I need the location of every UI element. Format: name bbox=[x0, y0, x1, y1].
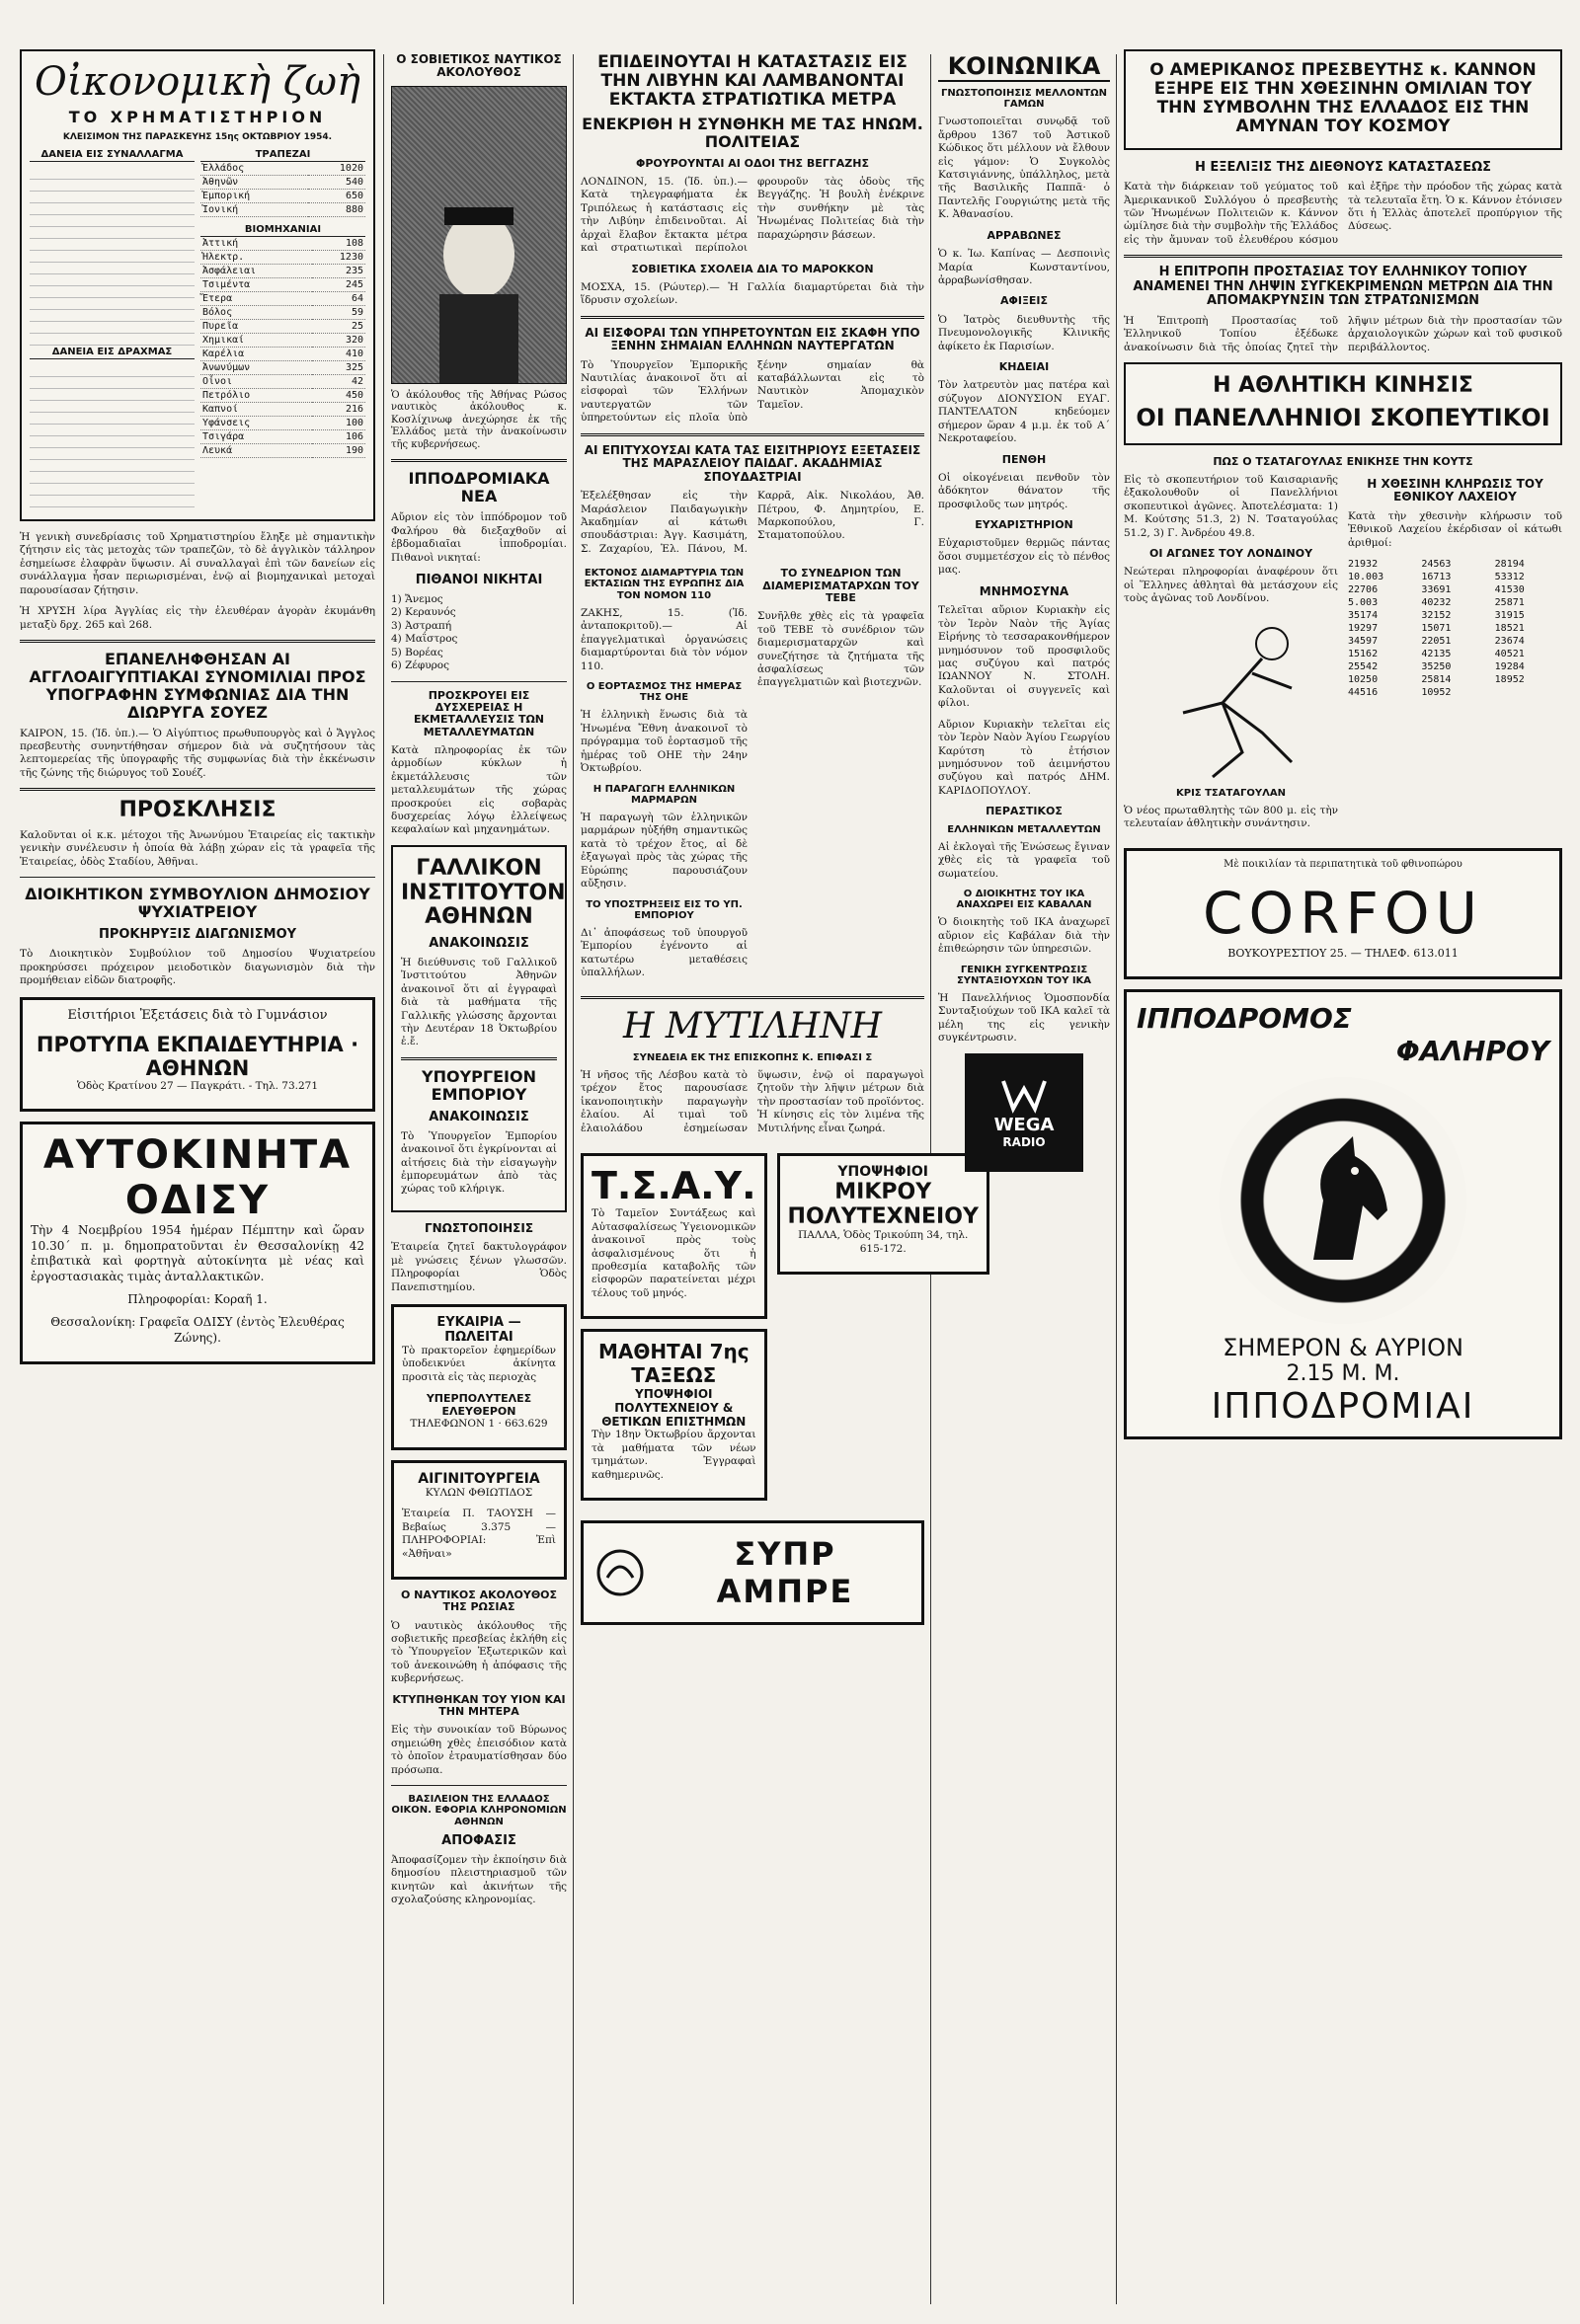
column-social bbox=[938, 49, 1110, 2310]
stock-name: Καρέλια bbox=[200, 347, 312, 360]
table-row bbox=[200, 305, 365, 319]
photo-title: Ο ΣΟΒΙΕΤΙΚΟΣ ΝΑΥΤΙΚΟΣ ΑΚΟΛΟΥΘΟΣ bbox=[396, 52, 562, 80]
lottery-number: 23674 bbox=[1494, 635, 1525, 647]
landscape-article: Ἡ Ἐπιτροπὴ Προστασίας τοῦ Ἑλληνικοῦ Τοπίου ἐξέδωκε ἀνακοίνωσιν διὰ τῆς ὁποίας ζητεῖ τὴν λῆψιν μέτρων διὰ τὴν προστασίαν τῶν ἀρχαιολογικῶν χώρων καὶ τοῦ φυσικοῦ περιβάλλοντος. bbox=[1124, 314, 1562, 353]
lottery-number: 21932 bbox=[1348, 558, 1379, 570]
list-item: 4) Μαΐστρος bbox=[391, 633, 458, 646]
banks-table bbox=[200, 148, 365, 217]
table-row bbox=[200, 277, 365, 291]
memorials-title: ΜΝΗΜΟΣΥΝΑ bbox=[979, 583, 1069, 598]
board-subtitle: ΠΡΟΚΗΡΥΞΙΣ ΔΙΑΓΩΝΙΣΜΟΥ bbox=[98, 927, 297, 943]
opportunity-title: ΕΥΚΑΙΡΙΑ — ΠΩΛΕΙΤΑΙ bbox=[436, 1315, 521, 1345]
list-item: 2) Κεραυνός bbox=[391, 606, 456, 619]
faliro-races: ΙΠΠΟΔΡΟΜΙΑΙ bbox=[1211, 1386, 1475, 1428]
stock-price: 59 bbox=[312, 305, 365, 319]
transfer-title: ΠΕΡΑΣΤΙΚΟΣ bbox=[986, 805, 1063, 818]
lottery-number: 22706 bbox=[1348, 583, 1379, 595]
stock-name: Λευκά bbox=[200, 443, 312, 457]
drachma-loans-table bbox=[30, 346, 195, 359]
stock-price: 100 bbox=[312, 416, 365, 429]
kannon-subtitle: Η ΕΞΕΛΙΞΙΣ ΤΗΣ ΔΙΕΘΝΟΥΣ ΚΑΤΑΣΤΑΣΕΩΣ bbox=[1194, 160, 1492, 176]
lottery-text: Κατὰ τὴν χθεσινὴν κλήρωσιν τοῦ Ἐθνικοῦ Λαχείου ἐκέρδισαν οἱ κάτωθι ἀριθμοί: bbox=[1348, 509, 1562, 549]
ika-text: Ὁ διοικητὴς τοῦ ΙΚΑ ἀναχωρεῖ αὔριον εἰς Καβάλαν διὰ τὴν ἐπιθεώρησιν τῶν ὑπηρεσιῶν. bbox=[938, 916, 1110, 956]
stock-name: Τσιμέντα bbox=[200, 277, 312, 291]
lottery-number: 18521 bbox=[1494, 622, 1525, 634]
lottery-number: 25542 bbox=[1348, 660, 1379, 672]
lottery-number: 31915 bbox=[1494, 609, 1525, 621]
table-row bbox=[200, 264, 365, 277]
banks-header: ΤΡΑΠΕΖΑΙ bbox=[200, 148, 365, 162]
column-rule bbox=[383, 54, 384, 2304]
engagements-title: ΑΡΡΑΒΩΝΕΣ bbox=[987, 228, 1062, 242]
estate-text: Ἀποφασίζομεν τὴν ἐκποίησιν διὰ δημοσίου πλειστηριασμοῦ τῶν κινητῶν καὶ ἀκινήτων τῆς σχολαζούσης κληρονομίας. bbox=[391, 1853, 567, 1905]
hippo-text: Αὔριον εἰς τὸν ἱππόδρομον τοῦ Φαλήρου θὰ διεξαχθοῦν αἱ ἑβδομαδιαῖαι ἱπποδρομίαι. Πιθανοὶ νικηταί: bbox=[391, 511, 567, 564]
faliro-when: ΣΗΜΕΡΟΝ & ΑΥΡΙΟΝ bbox=[1223, 1334, 1463, 1362]
lottery-number: 41530 bbox=[1494, 583, 1525, 595]
lottery-number: 35174 bbox=[1348, 609, 1379, 621]
ministry-text: Τὸ Ὑπουργεῖον Ἐμπορίου ἀνακοινοῖ ὅτι ἐγκρίνονται αἱ αἰτήσεις διὰ τὴν εἰσαγωγὴν ἐμπορευμάτων ἀπὸ τὰς χώρας τοῦ κλήριγκ. bbox=[401, 1129, 557, 1196]
corfou-small: Μὲ ποικιλίαν τὰ περιπατητικὰ τοῦ φθινοπώρου bbox=[1224, 859, 1462, 871]
lottery-numbers bbox=[1348, 558, 1562, 699]
tsay-text: Τὸ Ταμεῖον Συντάξεως καὶ Αὐτασφαλίσεως Ὑγειονομικῶν ἀνακοινοῖ πρὸς τοὺς ἀσφαλισμένους ὅτι ἡ προθεσμία καταβολῆς τῶν εἰσφορῶν παρατείνεται μέχρι τέλους τοῦ μηνός. bbox=[592, 1207, 756, 1299]
transfer-text: Αἱ ἐκλογαὶ τῆς Ἑνώσεως ἔγιναν χθὲς εἰς τὰ γραφεῖα τοῦ σωματείου. bbox=[938, 840, 1110, 880]
stock-price: 880 bbox=[308, 202, 365, 216]
french-institute-text: Ἡ διεύθυνσις τοῦ Γαλλικοῦ Ἰνστιτούτου Ἀθηνῶν ἀνακοινοῖ ὅτι αἱ ἐγγραφαὶ διὰ τὰ μαθήματα τῆς Γαλλικῆς γλώσσης ἄρχονται τὴν Δευτέραν 18 Ὀκτωβρίου ἐ.ἔ. bbox=[401, 956, 557, 1048]
opportunity-ad bbox=[391, 1304, 567, 1450]
tutors-title: ΜΑΘΗΤΑΙ 7ης ΤΑΞΕΩΣ bbox=[597, 1340, 750, 1388]
marriage-title: ΓΝΩΣΤΟΠΟΙΗΣΙΣ ΜΕΛΛΟΝΤΩΝ ΓΑΜΩΝ bbox=[940, 87, 1108, 111]
cars-ad bbox=[20, 1122, 375, 1364]
hippo-winners-list bbox=[391, 593, 567, 673]
ika-title: Ο ΔΙΟΙΚΗΤΗΣ ΤΟΥ ΙΚΑ ΑΝΑΧΩΡΕΙ ΕΙΣ ΚΑΒΑΛΑΝ bbox=[956, 888, 1092, 911]
supplier-brand: ΣΥΠΡ ΑΜΠΡΕ bbox=[716, 1535, 854, 1611]
wega-logo-icon bbox=[999, 1075, 1049, 1115]
horse-head-icon bbox=[1284, 1131, 1402, 1270]
invitation-text: Καλοῦνται οἱ κ.κ. μέτοχοι τῆς Ἀνωνύμου Ἑταιρείας εἰς τακτικὴν γενικὴν συνέλευσιν ἡ ὁποία θὰ λάβῃ χώραν εἰς τὰ γραφεῖα τῆς Ἑταιρείας, ὁδὸς Σταδίου, Ἀθῆναι. bbox=[20, 828, 375, 868]
ageri-title: ΑΙΓΙΝΙΤΟΥΡΓΕΙΑ bbox=[418, 1470, 540, 1487]
shipping-title: Ο ΝΑΥΤΙΚΟΣ ΑΚΟΛΟΥΘΟΣ ΤΗΣ ΡΩΣΙΑΣ bbox=[400, 1588, 558, 1614]
list-item: 1) Ἄνεμος bbox=[391, 592, 443, 605]
lottery-number: 16713 bbox=[1421, 571, 1452, 582]
stock-name: Ἰονική bbox=[200, 202, 308, 216]
stock-price: 450 bbox=[312, 388, 365, 402]
celebration-text: Ἡ ἑλληνικὴ ἕνωσις διὰ τὰ Ἡνωμένα Ἔθνη ἀνακοινοῖ τὸ πρόγραμμα τοῦ ἑορτασμοῦ τῆς ἡμέρας τοῦ ΟΗΕ τὴν 24ην Ὀκτωβρίου. bbox=[581, 709, 748, 775]
table-row bbox=[200, 291, 365, 305]
stock-name: Ἀσφάλειαι bbox=[200, 264, 312, 277]
sports-title: Η ΑΘΛΗΤΙΚΗ ΚΙΝΗΣΙΣ bbox=[1213, 373, 1473, 399]
ageri-ad bbox=[391, 1460, 567, 1580]
stock-price: 64 bbox=[312, 291, 365, 305]
tutors-text: Τὴν 18ην Ὀκτωβρίου ἄρχονται τὰ μαθήματα τῶν νέων τμημάτων. Ἐγγραφαὶ καθημερινῶς. bbox=[592, 1429, 756, 1481]
lottery-number: 40521 bbox=[1494, 648, 1525, 659]
soviet-schools-text: ΜΟΣΧΑ, 15. (Ρώυτερ).— Ἡ Γαλλία διαμαρτύρεται διὰ τὴν ἵδρυσιν σχολείων. bbox=[581, 280, 924, 307]
marriage-text: Γνωστοποιεῖται συνῳδᾷ τοῦ ἄρθρου 1367 τοῦ Ἀστικοῦ Κώδικος ὅτι μέλλουν νὰ ἔλθουν εἰς γάμον: Ὁ Συγκολὸς Κατσιγιάννης, ὑπάλληλος, μετὰ τῆς Βασιλικῆς Παππᾶ· ὁ Παντελῆς Γουργιώτης μετὰ τῆς Κ. Ἀθανασίου. bbox=[938, 116, 1110, 221]
thanks-title: ΕΥΧΑΡΙΣΤΗΡΙΟΝ bbox=[975, 518, 1073, 532]
table-row bbox=[200, 429, 365, 443]
column-news-left bbox=[391, 49, 567, 2310]
table-row bbox=[200, 236, 365, 250]
sports-text: Εἰς τὸ σκοπευτήριον τοῦ Καισαριανῆς ἐξακολουθοῦν οἱ Πανελλήνιοι σκοπευτικοὶ ἀγῶνες. Ἀποτελέσματα: 1) Μ. Κούτσης 51.3, 2) Ν. Τσαταγούλας 51.2, 3) Γ. Ἀνδρέου 49.8. bbox=[1124, 473, 1338, 539]
stock-price: 108 bbox=[312, 236, 365, 250]
stock-exchange-box bbox=[20, 49, 375, 521]
stock-price: 106 bbox=[312, 429, 365, 443]
transfers-text: Δι᾽ ἀποφάσεως τοῦ ὑπουργοῦ Ἐμπορίου ἐγένοντο αἱ κατωτέρω μεταθέσεις ὑπαλλήλων. bbox=[581, 926, 748, 979]
lottery-number: 25871 bbox=[1494, 596, 1525, 608]
trauma-text: Εἰς τὴν συνοικίαν τοῦ Βύρωνος σημειώθη χθὲς ἐπεισόδιον κατὰ τὸ ὁποῖον ἐτραυματίσθησαν δύο πρόσωπα. bbox=[391, 1724, 567, 1776]
runner-caption: ΚΡΙΣ ΤΣΑΤΑΓΟΥΛΑΝ bbox=[1175, 787, 1287, 799]
stock-price: 216 bbox=[312, 402, 365, 416]
ministry-subtitle: ΑΝΑΚΟΙΝΩΣΙΣ bbox=[429, 1109, 529, 1124]
suspended-text: ΖΑΚΗΣ, 15. (Ἰδ. ἀνταποκριτοῦ).— Αἱ ἐπαγγελματικαὶ ὀργανώσεις διαμαρτύρονται διὰ τὸν νόμον 110. bbox=[581, 606, 748, 672]
libya-article: ΛΟΝΔΙΝΟΝ, 15. (Ἰδ. ὑπ.).— Κατὰ τηλεγραφήματα ἐκ Τριπόλεως ἡ κατάστασις εἰς τὴν Λιβύην ἐπιδεινοῦται. Αἱ ἀρχαὶ ἔλαβον ἔκτακτα μέτρα καὶ στρατιωτικαὶ περίπολοι φρουροῦν τὰς ὁδοὺς τῆς Βεγγάζης. Ἡ βουλὴ ἐνέκρινε τὴν συνθήκην μὲ τὰς Ἡνωμένας Πολιτείας διὰ τὴν παραχώρησιν βάσεων. bbox=[581, 175, 924, 255]
opportunity-brand: ΥΠΕΡΠΟΛΥΤΕΛΕΣ ΕΛΕΥΘΕΡΟΝ bbox=[426, 1392, 532, 1419]
lottery-number: 10.003 bbox=[1348, 571, 1384, 582]
stock-price: 650 bbox=[308, 189, 365, 202]
economy-masthead: Οἰκονομικὴ ζωὴ bbox=[34, 59, 361, 105]
stock-price: 235 bbox=[312, 264, 365, 277]
lottery-number: 53312 bbox=[1494, 571, 1525, 582]
stock-name: Υφάνσεις bbox=[200, 416, 312, 429]
lottery-number: 28194 bbox=[1494, 558, 1525, 570]
hippo-title: ΙΠΠΟΔΡΟΜΙΑΚΑ ΝΕΑ bbox=[408, 469, 550, 506]
industries-header: ΒΙΟΜΗΧΑΝΙΑΙ bbox=[200, 223, 365, 237]
celebration-title: Ο ΕΟΡΤΑΣΜΟΣ ΤΗΣ ΗΜΕΡΑΣ ΤΗΣ ΟΗΕ bbox=[586, 681, 743, 704]
social-section-title: ΚΟΙΝΩΝΙΚΑ bbox=[938, 53, 1110, 82]
polytechnic-title-2: ΜΙΚΡΟΥ ΠΟΛΥΤΕΧΝΕΙΟΥ bbox=[787, 1180, 979, 1230]
tsay-title: Τ.Σ.Α.Υ. bbox=[592, 1164, 756, 1208]
cars-contact-thessaloniki: Θεσσαλονίκη: Γραφεῖα ΟΔΙΣΥ (ἐντὸς Ἐλευθέρας Ζώνης). bbox=[50, 1315, 345, 1345]
stock-name: Ἀθηνῶν bbox=[200, 175, 308, 189]
list-item: 5) Βορέας bbox=[391, 646, 443, 658]
french-institute-subtitle: ΑΝΑΚΟΙΝΩΣΙΣ bbox=[429, 935, 529, 951]
runner-drawing-icon bbox=[1124, 614, 1321, 782]
table-row bbox=[200, 360, 365, 374]
lottery-number: 24563 bbox=[1421, 558, 1452, 570]
polytechnic-text: ΠΑΛΛΑ, Ὁδὸς Τρικούπη 34, τηλ. 615-172. bbox=[798, 1229, 969, 1255]
wega-subtitle: RADIO bbox=[1002, 1135, 1046, 1150]
lottery-number: 32152 bbox=[1421, 609, 1452, 621]
memorial-text-2: Αὔριον Κυριακὴν τελεῖται εἰς τὸν Ἱερὸν Ναὸν Ἁγίου Γεωργίου Καρύτση τὸ ἐτήσιον μνημόσυνον τοῦ ἀειμνήστου συζύγου καὶ πατρός ΔΗΜ. ΚΑΡΙΔΟΠΟΥΛΟΥ. bbox=[938, 718, 1110, 797]
table-row bbox=[200, 388, 365, 402]
faliro-title-2: ΦΑΛΗΡΟΥ bbox=[1395, 1035, 1549, 1068]
stock-name: Καπνοί bbox=[200, 402, 312, 416]
market-report: Ἡ γενικὴ συνεδρίασις τοῦ Χρηματιστηρίου ἔληξε μὲ σημαντικὴν ζήτησιν εἰς τὰς μετοχὰς τῶν τραπεζῶν, τὸ δὲ ἀγγλικὸν τάλληρον ἐσημείωσε ἐλαφρὰν ὕψωσιν. Αἱ συναλλαγαὶ ἐπὶ τῶν δανείων εἰς συνάλλαγμα ἦσαν περιωρισμέναι, ἐνῷ αἱ βιομηχανικαὶ μετοχαὶ παρουσίασαν ζήτησιν. bbox=[20, 530, 375, 596]
suez-article: ΚΑΙΡΟΝ, 15. (Ἰδ. ὑπ.).— Ὁ Αἰγύπτιος πρωθυπουργὸς καὶ ὁ Ἄγγλος πρεσβευτὴς συνηντήθησαν σήμερον διὰ νὰ συζητήσουν τὰς λεπτομερείας τῆς ὑπογραφῆς τῆς συμφωνίας διὰ τὴν ἐκκένωσιν τῆς ζώνης τῆς διώρυγος τοῦ Σουέζ. bbox=[20, 727, 375, 779]
arrivals-title: ΑΦΙΞΕΙΣ bbox=[999, 294, 1049, 308]
list-item: 6) Ζέφυρος bbox=[391, 659, 449, 672]
kannon-article: Κατὰ τὴν διάρκειαν τοῦ γεύματος τοῦ Ἀμερικανικοῦ Συλλόγου ὁ πρεσβευτὴς τῶν Ἡνωμένων Πολιτειῶν κ. Κάννον ὡμίλησε διὰ τὴν συμβολὴν τῆς Ἑλλάδος εἰς τὴν ἄμυναν τοῦ ἐλευθέρου κόσμου καὶ ἐξῆρε τὴν πρόοδον τῆς χώρας κατὰ τὰ τελευταῖα ἔτη. Ὁ κ. Κάννον ἐτόνισεν ὅτι ἡ Ἑλλὰς ἀποτελεῖ προπύργιον τῆς Δύσεως. bbox=[1124, 181, 1562, 246]
stock-price: 245 bbox=[312, 277, 365, 291]
marble-text: Ἡ παραγωγὴ τῶν ἑλληνικῶν μαρμάρων ηὐξήθη σημαντικῶς κατὰ τὸ τρέχον ἔτος, αἱ δὲ ἐξαγωγαὶ πρὸς τὰς χώρας τῆς Εὐρώπης παρουσιάζουν αὔξησιν. bbox=[581, 811, 748, 891]
stock-price: 320 bbox=[312, 333, 365, 347]
stock-price: 25 bbox=[312, 319, 365, 333]
stock-price: 1230 bbox=[312, 250, 365, 264]
headline-treaty: ΕΝΕΚΡΙΘΗ Η ΣΥΝΘΗΚΗ ΜΕ ΤΑΣ ΗΝΩΜ. ΠΟΛΙΤΕΙΑΣ bbox=[582, 115, 923, 151]
typist-title: ΓΝΩΣΤΟΠΟΙΗΣΙΣ bbox=[424, 1220, 534, 1235]
tutors-ad bbox=[581, 1329, 767, 1501]
stock-price: 190 bbox=[312, 443, 365, 457]
landscape-title: Η ΕΠΙΤΡΟΠΗ ΠΡΟΣΤΑΣΙΑΣ ΤΟΥ ΕΛΛΗΝΙΚΟΥ ΤΟΠΙΟΥ ΑΝΑΜΕΝΕΙ ΤΗΝ ΛΗΨΙΝ ΣΥΓΚΕΚΡΙΜΕΝΩΝ ΜΕΤΡΩΝ ΔΙΑ ΤΗΝ ΑΠΟΜΑΚΡΥΝΣΙΝ ΤΩΝ ΣΤΡΑΤΩΝΙΣΜΩΝ bbox=[1133, 265, 1553, 309]
supplier-logo-icon bbox=[595, 1548, 645, 1597]
board-title: ΔΙΟΙΚΗΤΙΚΟΝ ΣΥΜΒΟΥΛΙΟΝ ΔΗΜΟΣΙΟΥ ΨΥΧΙΑΤΡΕΙΟΥ bbox=[25, 885, 370, 922]
suspended-title: ΕΚΤΟΝΟΣ ΔΙΑΜΑΡΤΥΡΙΑ ΤΩΝ ΕΚΤΑΣΙΩΝ ΤΗΣ ΕΥΡΩΠΗΣ ΔΙΑ ΤΟΝ ΝΟΜΟΝ 110 bbox=[584, 568, 745, 601]
ships-title: ΑΙ ΕΙΣΦΟΡΑΙ ΤΩΝ ΥΠΗΡΕΤΟΥΝΤΩΝ ΕΙΣ ΣΚΑΦΗ ΥΠΟ ΞΕΝΗΝ ΣΗΜΑΙΑΝ ΕΛΛΗΝΩΝ ΝΑΥΤΕΡΓΑΤΩΝ bbox=[585, 325, 920, 353]
loans-rows bbox=[30, 168, 195, 346]
stock-name: Ἠλεκτρ. bbox=[200, 250, 312, 264]
column-economy bbox=[20, 49, 375, 2310]
school-small: Εἰσιτήριοι Ἐξετάσεις διὰ τὸ Γυμνάσιον bbox=[67, 1008, 328, 1024]
photo-caption: Ὁ ἀκόλουθος τῆς Ἀθήνας Ρώσος ναυτικὸς ἀκόλουθος κ. Κοσλίχινωφ ἀνεχώρησε ἐκ τῆς Ἑλλάδος μετὰ τὴν ἀνακοίνωσιν τῆς κυβερνήσεως. bbox=[391, 389, 567, 450]
cars-contact: Πληροφορίαι: Κοραῆ 1. bbox=[127, 1291, 268, 1306]
table-row bbox=[200, 161, 365, 175]
column-rule bbox=[573, 54, 574, 2304]
supplier-ad bbox=[581, 1520, 924, 1625]
headline-libya: ΕΠΙΔΕΙΝΟΥΤΑΙ Η ΚΑΤΑΣΤΑΣΙΣ ΕΙΣ ΤΗΝ ΛΙΒΥΗΝ ΚΑΙ ΛΑΜΒΑΝΟΝΤΑΙ ΕΚΤΑΚΤΑ ΣΤΡΑΤΙΩΤΙΚΑ ΜΕΤΡΑ bbox=[597, 52, 908, 111]
stock-price: 325 bbox=[312, 360, 365, 374]
typist-text: Ἐταιρεία ζητεῖ δακτυλογράφον μὲ γνώσεις ξένων γλωσσῶν. Πληροφορίαι Ὁδὸς Πανεπιστημίου. bbox=[391, 1241, 567, 1293]
french-institute-box bbox=[391, 845, 567, 1212]
arrivals-text: Ὁ Ἰατρὸς διευθυντὴς τῆς Πνευμονολογικῆς Κλινικῆς ἀφίκετο ἐκ Παρισίων. bbox=[938, 313, 1110, 352]
faliro-ad bbox=[1124, 989, 1562, 1439]
mourning-text: Οἱ οἰκογένειαι πενθοῦν τὸν ἀδόκητον θάνατον τῆς προσφιλοῦς των μητρός. bbox=[938, 471, 1110, 510]
loans-table bbox=[30, 148, 195, 162]
school-address: Ὁδὸς Κρατίνου 27 — Παγκράτι. - Τηλ. 73.271 bbox=[76, 1080, 319, 1093]
ships-text: Τὸ Ὑπουργεῖον Ἐμπορικῆς Ναυτιλίας ἀνακοινοῖ ὅτι αἱ εἰσφοραὶ τῶν Ἑλλήνων ναυτεργατῶν τῶν ὑπηρετούντων εἰς πλοῖα ὑπὸ ξένην σημαίαν θὰ καταβάλλωνται εἰς τὸ Ναυτικὸν Ἀπομαχικὸν Ταμεῖον. bbox=[581, 358, 924, 425]
french-institute-title: ΓΑΛΛΙΚΟΝ ΙΝΣΤΙΤΟΥΤΟΝ ΑΘΗΝΩΝ bbox=[401, 855, 566, 930]
stock-name: Ἐμπορική bbox=[200, 189, 308, 202]
lottery-number: 44516 bbox=[1348, 686, 1379, 698]
stock-name: Ἔτερα bbox=[200, 291, 312, 305]
lottery-number: 18952 bbox=[1494, 673, 1525, 685]
table-row bbox=[200, 250, 365, 264]
polytechnic-title: ΥΠΟΨΗΦΙΟΙ bbox=[837, 1164, 928, 1181]
lottery-number: 34597 bbox=[1348, 635, 1379, 647]
corfou-brand: CORFOU bbox=[1203, 880, 1483, 948]
congress-text: Συνῆλθε χθὲς εἰς τὰ γραφεῖα τοῦ ΤΕΒΕ τὸ συνέδριον τῶν διαμερισματαρχῶν καὶ συνεζήτησε τὰ ζητήματα τῆς ἀσφαλίσεως τῶν ἐπαγγελματιῶν καὶ βιοτεχνῶν. bbox=[757, 610, 924, 689]
stock-name: Χημικαί bbox=[200, 333, 312, 347]
estate-subtitle: ΑΠΟΦΑΣΙΣ bbox=[441, 1832, 516, 1848]
stock-price: 42 bbox=[312, 374, 365, 388]
metals-text: Κατὰ πληροφορίας ἐκ τῶν ἁρμοδίων κύκλων ἡ ἐκμετάλλευσις τῶν μεταλλευμάτων τῆς χώρας προσκρούει εἰς σοβαρὰς δυσχερείας λόγῳ ἐλλείψεως κεφαλαίων καὶ μηχανημάτων. bbox=[391, 743, 567, 836]
lottery-number: 10952 bbox=[1421, 686, 1452, 698]
stock-price: 410 bbox=[312, 347, 365, 360]
memorial-text: Τελεῖται αὔριον Κυριακὴν εἰς τὸν Ἱερὸν Ναὸν τῆς Ἁγίας Εἰρήνης τὸ τεσσαρακονθήμερον μνημόσυνον τοῦ προσφιλοῦς μας συζύγου καὶ πατρός ΙΩΑΝΝΟΥ Ν. ΣΤΟΛΗ. Καλοῦνται οἱ συγγενεῖς καὶ φίλοι. bbox=[938, 604, 1110, 710]
lottery-number: 15071 bbox=[1421, 622, 1452, 634]
cars-name: ΑΥΤΟΚΙΝΗΤΑ ΟΔΙΣΥ bbox=[42, 1132, 353, 1224]
stock-exchange-title: ΤΟ ΧΡΗΜΑΤΙΣΤΗΡΙΟΝ bbox=[68, 108, 327, 126]
table-row bbox=[200, 202, 365, 216]
column-news-right bbox=[1124, 49, 1562, 2310]
tutors-subtitle: ΥΠΟΨΗΦΙΟΙ ΠΟΛΥΤΕΧΝΕΙΟΥ & ΘΕΤΙΚΩΝ ΕΠΙΣΤΗΜΩΝ bbox=[601, 1387, 747, 1430]
stock-name: Οἶνοι bbox=[200, 374, 312, 388]
sports-title-2: ΟΙ ΠΑΝΕΛΛΗΝΙΟΙ ΣΚΟΠΕΥΤΙΚΟΙ bbox=[1136, 403, 1550, 431]
metals-title: ΠΡΟΣΚΡΟΥΕΙ ΕΙΣ ΔΥΣΧΕΡΕΙΑΣ Η ΕΚΜΕΤΑΛΛΕΥΣΙΣ ΤΩΝ ΜΕΤΑΛΛΕΥΜΑΤΩΝ bbox=[413, 688, 545, 738]
horseshoe-emblem bbox=[1220, 1077, 1466, 1324]
tsay-ad bbox=[581, 1153, 767, 1319]
table-row bbox=[200, 416, 365, 429]
hippo-winners-title: ΠΙΘΑΝΟΙ ΝΙΚΗΤΑΙ bbox=[415, 572, 543, 587]
funerals-text: Τὸν λατρευτὸν μας πατέρα καὶ σύζυγον ΔΙΟΝΥΣΙΟΝ ΕΥΑΓ. ΠΑΝΤΕΛΑΤΟΝ κηδεύομεν σήμερον ὥραν 4 μ.μ. ἐκ τοῦ Α΄ Νεκροταφείου. bbox=[938, 379, 1110, 445]
funerals-title: ΚΗΔΕΙΑΙ bbox=[998, 360, 1050, 373]
exams-title: ΑΙ ΕΠΙΤΥΧΟΥΣΑΙ ΚΑΤΑ ΤΑΣ ΕΙΣΙΤΗΡΙΟΥΣ ΕΞΕΤΑΣΕΙΣ ΤΗΣ ΜΑΡΑΣΛΕΙΟΥ ΠΑΙΔΑΓ. ΑΚΑΔΗΜΙΑΣ ΣΠΟΥΔΑΣΤΡΙΑΙ bbox=[584, 442, 921, 484]
runner-caption-text: Ὁ νέος πρωταθλητὴς τῶν 800 μ. εἰς τὴν τελευταίαν ἀθλητικὴν συνάντησιν. bbox=[1124, 804, 1338, 830]
corfou-ad bbox=[1124, 848, 1562, 979]
column-news-center bbox=[581, 49, 979, 2310]
stock-name: Τσιγάρα bbox=[200, 429, 312, 443]
ika-pensioners-text: Ἡ Πανελλήνιος Ὁμοσπονδία Συνταξιούχων τοῦ ΙΚΑ καλεῖ τὰ μέλη της εἰς γενικὴν συγκέντρωσιν. bbox=[938, 992, 1110, 1045]
opportunity-phone: ΤΗΛΕΦΩΝΟΝ 1 · 663.629 bbox=[410, 1418, 548, 1431]
stock-name: Ἀττική bbox=[200, 236, 312, 250]
stock-name: Βόλος bbox=[200, 305, 312, 319]
school-name: ΠΡΟΤΥΠΑ ΕΚΠΑΙΔΕΥΤΗΡΙΑ · ΑΘΗΝΩΝ bbox=[36, 1033, 359, 1081]
loans-header: ΔΑΝΕΙΑ ΕΙΣ ΣΥΝΑΛΛΑΓΜΑ bbox=[30, 148, 195, 162]
faliro-time: 2.15 Μ. Μ. bbox=[1286, 1361, 1400, 1387]
london-games-title: ΟΙ ΑΓΩΝΕΣ ΤΟΥ ΛΟΝΔΙΝΟΥ bbox=[1148, 546, 1313, 560]
board-text: Τὸ Διοικητικὸν Συμβούλιον τοῦ Δημοσίου Ψυχιατρείου προκηρύσσει πρόχειρον μειοδοτικὸν διαγωνισμὸν διὰ τὴν προμήθειαν εἰδῶν διατροφῆς. bbox=[20, 948, 375, 986]
engagements-text: Ὁ κ. Ἰω. Καπίνας — Δεσποινὶς Μαρία Κωνσταντίνου, ἀρραβωνίσθησαν. bbox=[938, 248, 1110, 286]
lottery-number: 35250 bbox=[1421, 660, 1452, 672]
libya-subtitle: ΦΡΟΥΡΟΥΝΤΑΙ ΑΙ ΟΔΟΙ ΤΗΣ ΒΕΓΓΑΖΗΣ bbox=[635, 156, 869, 170]
congress-title: ΤΟ ΣΥΝΕΔΡΙΟΝ ΤΩΝ ΔΙΑΜΕΡΙΣΜΑΤΑΡΧΩΝ ΤΟΥ ΤΕΒΕ bbox=[762, 567, 919, 604]
school-ad bbox=[20, 997, 375, 1112]
lottery-number: 5.003 bbox=[1348, 596, 1379, 608]
lottery-title: Η ΧΘΕΣΙΝΗ ΚΛΗΡΩΣΙΣ ΤΟΥ ΕΘΝΙΚΟΥ ΛΑΧΕΙΟΥ bbox=[1367, 476, 1543, 504]
wega-radio-ad bbox=[965, 1053, 1083, 1172]
opportunity-text: Τὸ πρακτορεῖον ἐφημερίδων ὑποδεικνύει ἀκίνητα προσιτὰ εἰς τὰς περιοχὰς bbox=[402, 1345, 556, 1383]
portrait-icon bbox=[420, 186, 538, 383]
kannon-box bbox=[1124, 49, 1562, 150]
marble-title: Η ΠΑΡΑΓΩΓΗ ΕΛΛΗΝΙΚΩΝ ΜΑΡΜΑΡΩΝ bbox=[592, 783, 736, 806]
ageri-subtitle: ΚΥΛΩΝ ΦΘΙΩΤΙΔΟΣ bbox=[425, 1486, 533, 1499]
industries-table bbox=[200, 223, 365, 458]
table-row bbox=[200, 175, 365, 189]
stock-name: Ἑλλάδος bbox=[200, 161, 308, 175]
lottery-number: 33691 bbox=[1421, 583, 1452, 595]
table-row bbox=[200, 347, 365, 360]
ministry-title: ΥΠΟΥΡΓΕΙΟΝ ΕΜΠΟΡΙΟΥ bbox=[422, 1066, 536, 1104]
gold-report: Ἡ ΧΡΥΣΗ λίρα Ἀγγλίας εἰς τὴν ἐλευθέραν ἀγορὰν ἐκυμάνθη μεταξὺ δρχ. 265 καὶ 268. bbox=[20, 605, 375, 631]
ageri-text: Ἑταιρεία Π. ΤΑΟΥΣΗ — Βεβαίως 3.375 — ΠΛΗΡΟΦΟΡΙΑΙ: Ἐπὶ «Ἀθῆναι» bbox=[402, 1508, 556, 1560]
faliro-title: ΙΠΠΟΔΡΟΜΟΣ bbox=[1137, 1002, 1352, 1036]
transfers-title: ΤΟ ΥΠΟΣΤΡΗΞΕΙΣ ΕΙΣ ΤΟ ΥΠ. ΕΜΠΟΡΙΟΥ bbox=[586, 898, 743, 921]
stock-price: 1020 bbox=[308, 161, 365, 175]
drachma-loans-header: ΔΑΝΕΙΑ ΕΙΣ ΔΡΑΧΜΑΣ bbox=[30, 346, 195, 359]
column-rule bbox=[1116, 54, 1117, 2304]
soviet-schools-title: ΣΟΒΙΕΤΙΚΑ ΣΧΟΛΕΙΑ ΔΙΑ ΤΟ ΜΑΡΟΚΚΟΝ bbox=[631, 262, 874, 275]
corfou-address: ΒΟΥΚΟΥΡΕΣΤΙΟΥ 25. — ΤΗΛΕΦ. 613.011 bbox=[1227, 947, 1459, 961]
mytilene-subtitle: ΣΥΝΕΔΕΙΑ ΕΚ ΤΗΣ ΕΠΙΣΚΟΠΗΣ Κ. ΕΠΙΦΑΣΙ Σ bbox=[632, 1052, 873, 1064]
shipping-text: Ὁ ναυτικὸς ἀκόλουθος τῆς σοβιετικῆς πρεσβείας ἐκλήθη εἰς τὸ Ὑπουργεῖον Ἐξωτερικῶν καὶ τοῦ ἀνεκοινώθη ἡ ἀπόφασις τῆς κυβερνήσεως. bbox=[391, 1619, 567, 1685]
table-row bbox=[200, 189, 365, 202]
photo-soviet-attache bbox=[391, 86, 567, 384]
table-row bbox=[200, 333, 365, 347]
table-row bbox=[200, 443, 365, 457]
mytilene-title: Η ΜΥΤΙΛΗΝΗ bbox=[623, 1005, 882, 1046]
drachma-loans-rows bbox=[30, 365, 195, 513]
lottery-number: 15162 bbox=[1348, 648, 1379, 659]
lottery-number: 25814 bbox=[1421, 673, 1452, 685]
lottery-number: 22051 bbox=[1421, 635, 1452, 647]
exams-text: Ἐξελέξθησαν εἰς τὴν Μαράσλειον Παιδαγωγικὴν Ἀκαδημίαν αἱ κάτωθι σπουδάστριαι: Ἀγγ. Κασιμάτη, Σ. Ζαχαρίου, Ἑλ. Πάνου, Μ. Καρρᾶ, Αἰκ. Νικολάου, Ἀθ. Πέτρου, Φ. Δημητρίου, Ε. Μαρκοπούλου, Γ. Σταματοπούλου. bbox=[581, 490, 924, 555]
cars-text: Τὴν 4 Νοεμβρίου 1954 ἡμέραν Πέμπτην καὶ ὥραν 10.30΄ π. μ. δημοπρατοῦνται ἐν Θεσσαλονίκῃ 42 ἐπιβατικὰ καὶ φορτηγὰ αὐτοκίνητα μὲ νέας καὶ ἐργοστασιακὰς τιμὰς ἀνταλλακτικῶν. bbox=[31, 1223, 364, 1283]
mytilene-article: Ἡ νῆσος τῆς Λέσβου κατὰ τὸ τρέχον ἔτος παρουσίασε ἱκανοποιητικὴν παραγωγὴν ἐλαίου. Αἱ τιμαὶ τοῦ ἐλαιολάδου ἐσημείωσαν ὕψωσιν, ἐνῷ οἱ παραγωγοὶ ζητοῦν τὴν λῆψιν μέτρων διὰ τὴν προστασίαν τοῦ προϊόντος. Ἡ κίνησις εἰς τὸν λιμένα τῆς Μυτιλήνης εἶναι ζωηρά. bbox=[581, 1069, 924, 1134]
stock-name: Πετρόλιο bbox=[200, 388, 312, 402]
stock-name: Ἀνωνύμων bbox=[200, 360, 312, 374]
estate-title: ΒΑΣΙΛΕΙΟΝ ΤΗΣ ΕΛΛΑΔΟΣ ΟΙΚΟΝ. ΕΦΟΡΙΑ ΚΛΗΡΟΝΟΜΙΩΝ ΑΘΗΝΩΝ bbox=[391, 1794, 567, 1827]
wega-brand: WEGA bbox=[993, 1115, 1055, 1136]
lottery-number: 19284 bbox=[1494, 660, 1525, 672]
trauma-title: ΚΤΥΠΗΘΗΚΑΝ ΤΟΥ ΥΙΟΝ ΚΑΙ ΤΗΝ ΜΗΤΕΡΑ bbox=[392, 1692, 566, 1719]
headline-kannon: Ο ΑΜΕΡΙΚΑΝΟΣ ΠΡΕΣΒΕΥΤΗΣ κ. ΚΑΝΝΟΝ ΕΞΗΡΕ ΕΙΣ ΤΗΝ ΧΘΕΣΙΝΗΝ ΟΜΙΛΙΑΝ ΤΟΥ ΤΗΝ ΣΥΜΒΟΛΗΝ ΤΗΣ ΕΛΛΑΔΟΣ ΕΙΣ ΤΗΝ ΑΜΥΝΑΝ ΤΟΥ ΚΟΣΜΟΥ bbox=[1149, 60, 1537, 137]
headline-suez: ΕΠΑΝΕΛΗΦΘΗΣΑΝ ΑΙ ΑΓΓΛΟΑΙΓΥΠΤΙΑΚΑΙ ΣΥΝΟΜΙΛΙΑΙ ΠΡΟΣ ΥΠΟΓΡΑΦΗΝ ΣΥΜΦΩΝΙΑΣ ΔΙΑ ΤΗΝ ΔΙΩΡΥΓΑ ΣΟΥΕΖ bbox=[29, 649, 366, 722]
lottery-number: 40232 bbox=[1421, 596, 1452, 608]
sports-box bbox=[1124, 362, 1562, 445]
ika-pensioners-title: ΓΕΝΙΚΗ ΣΥΓΚΕΝΤΡΩΣΙΣ ΣΥΝΤΑΞΙΟΥΧΩΝ ΤΟΥ ΙΚΑ bbox=[956, 964, 1092, 986]
transfer-subtitle: ΕΛΛΗΝΙΚΩΝ ΜΕΤΑΛΛΕΥΤΩΝ bbox=[947, 823, 1101, 835]
sports-subtitle: ΠΩΣ Ο ΤΣΑΤΑΓΟΥΛΑΣ ΕΝΙΚΗΣΕ ΤΗΝ ΚΟΥΤΣ bbox=[1213, 454, 1473, 468]
table-row bbox=[200, 374, 365, 388]
lottery-number: 42135 bbox=[1421, 648, 1452, 659]
lottery-number: 19297 bbox=[1348, 622, 1379, 634]
table-row bbox=[200, 319, 365, 333]
stock-price: 540 bbox=[308, 175, 365, 189]
stock-exchange-date: ΚΛΕΙΣΙΜΟΝ ΤΗΣ ΠΑΡΑΣΚΕΥΗΣ 15ης ΟΚΤΩΒΡΙΟΥ 1954. bbox=[62, 131, 333, 142]
table-row bbox=[200, 402, 365, 416]
lottery-number: 10250 bbox=[1348, 673, 1379, 685]
stock-name: Πυρεῖα bbox=[200, 319, 312, 333]
list-item: 3) Ἀστραπή bbox=[391, 619, 452, 632]
london-games-text: Νεώτεραι πληροφορίαι ἀναφέρουν ὅτι οἱ Ἕλληνες ἀθληταὶ θὰ μετάσχουν εἰς τοὺς ἀγῶνας τοῦ Λονδίνου. bbox=[1124, 566, 1338, 605]
thanks-text: Εὐχαριστοῦμεν θερμῶς πάντας ὅσοι συμμετέσχον εἰς τὸ πένθος μας. bbox=[938, 537, 1110, 577]
mourning-title: ΠΕΝΘΗ bbox=[1001, 452, 1047, 466]
invitation-title: ΠΡΟΣΚΛΗΣΙΣ bbox=[118, 798, 276, 823]
